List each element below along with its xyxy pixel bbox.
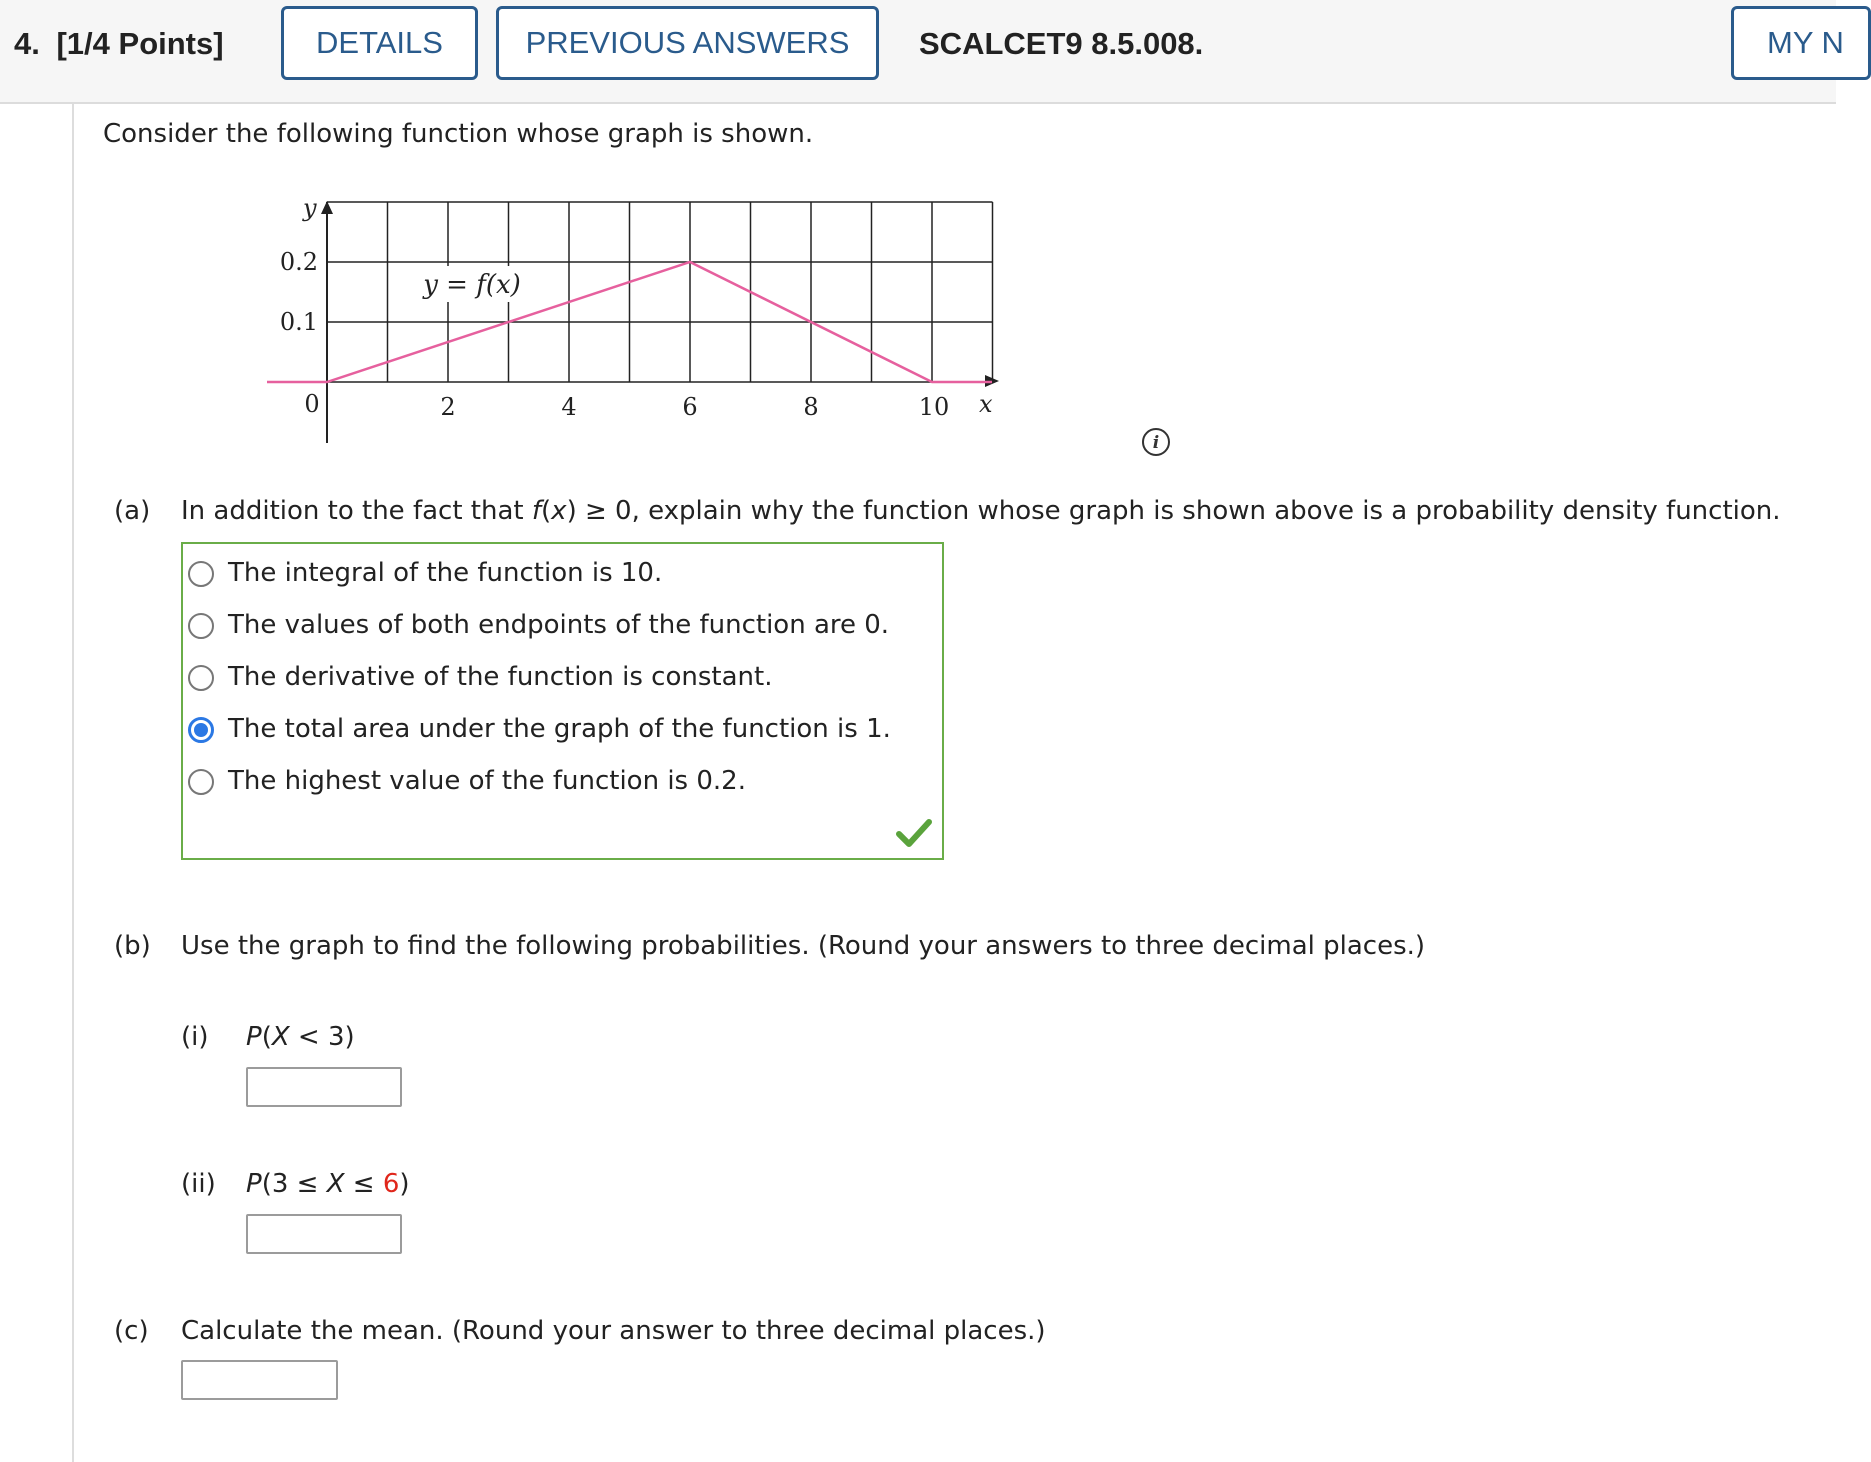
option-label-4: The total area under the graph of the function is 1. bbox=[228, 714, 891, 744]
part-c-label: (c) bbox=[114, 1316, 149, 1346]
p-3-to-6-input[interactable] bbox=[246, 1214, 402, 1254]
option-label-2: The values of both endpoints of the function are 0. bbox=[228, 610, 890, 640]
radio-option-4-selected[interactable] bbox=[188, 717, 214, 743]
previous-answers-button[interactable]: PREVIOUS ANSWERS bbox=[496, 6, 879, 80]
radio-option-2[interactable] bbox=[188, 613, 214, 639]
radio-option-3[interactable] bbox=[188, 665, 214, 691]
details-button[interactable]: DETAILS bbox=[281, 6, 478, 80]
b-ii-x: X bbox=[326, 1169, 345, 1199]
correct-check-icon bbox=[896, 818, 932, 848]
function-graph bbox=[250, 190, 1020, 460]
x-tick-label-8: 8 bbox=[803, 393, 819, 421]
y-tick-label-0-2: 0.2 bbox=[279, 248, 318, 276]
x-axis-label: x bbox=[979, 390, 993, 418]
problem-code: SCALCET9 8.5.008. bbox=[919, 26, 1204, 61]
b-i-rest: < 3) bbox=[289, 1022, 355, 1052]
b-i-p: P bbox=[246, 1022, 262, 1052]
option-label-3: The derivative of the function is constant. bbox=[228, 662, 773, 692]
part-b-i-expression bbox=[246, 1022, 355, 1052]
y-axis-label: y bbox=[303, 194, 317, 222]
part-a-label: (a) bbox=[114, 496, 151, 526]
part-b-label: (b) bbox=[114, 931, 151, 961]
b-ii-close: ) bbox=[399, 1169, 410, 1199]
points-label: [1/4 Points] bbox=[56, 26, 224, 61]
part-a-question-paren: ( bbox=[541, 496, 552, 526]
part-b-ii-expression bbox=[246, 1169, 410, 1199]
left-margin-rule bbox=[72, 104, 74, 1462]
part-c-question: Calculate the mean. (Round your answer to three decimal places.) bbox=[181, 1316, 1046, 1346]
curve-label: y = f(x) bbox=[423, 270, 521, 300]
b-i-open: ( bbox=[261, 1022, 272, 1052]
part-a-question-start: In addition to the fact that bbox=[181, 496, 532, 526]
x-tick-label-6: 6 bbox=[682, 393, 698, 421]
y-tick-label-0-1: 0.1 bbox=[279, 308, 318, 336]
part-a-question bbox=[181, 496, 1781, 526]
b-ii-le: ≤ bbox=[344, 1169, 383, 1199]
b-ii-open: (3 ≤ bbox=[261, 1169, 327, 1199]
part-b-question: Use the graph to find the following probabilities. (Round your answers to three decimal places.) bbox=[181, 931, 1426, 961]
x-tick-label-2: 2 bbox=[440, 393, 456, 421]
part-b-ii-label: (ii) bbox=[181, 1169, 216, 1199]
origin-label: 0 bbox=[304, 390, 320, 418]
radio-option-1[interactable] bbox=[188, 561, 214, 587]
question-number-text: 4. bbox=[14, 26, 40, 61]
part-a-question-f: f bbox=[531, 496, 542, 526]
part-b-i-label: (i) bbox=[181, 1022, 209, 1052]
p-x-less-3-input[interactable] bbox=[246, 1067, 402, 1107]
b-ii-upper: 6 bbox=[382, 1169, 400, 1199]
option-label-5: The highest value of the function is 0.2. bbox=[228, 766, 746, 796]
question-header bbox=[0, 0, 1844, 104]
option-label-1: The integral of the function is 10. bbox=[228, 558, 663, 588]
y-axis-arrow bbox=[321, 201, 333, 214]
part-a-answer-box bbox=[181, 542, 944, 860]
part-a-question-x: x bbox=[551, 496, 567, 526]
svg-text:i: i bbox=[1152, 433, 1160, 453]
info-icon[interactable] bbox=[1141, 427, 1171, 457]
radio-option-5[interactable] bbox=[188, 769, 214, 795]
my-notes-button[interactable]: MY N bbox=[1731, 6, 1871, 80]
x-tick-label-10: 10 bbox=[918, 393, 950, 421]
question-number bbox=[14, 26, 224, 62]
part-a-question-end: ) ≥ 0, explain why the function whose graph is shown above is a probability density function. bbox=[566, 496, 1781, 526]
x-tick-label-4: 4 bbox=[561, 393, 577, 421]
b-ii-p: P bbox=[246, 1169, 262, 1199]
mean-input[interactable] bbox=[181, 1360, 338, 1400]
b-i-x: X bbox=[271, 1022, 290, 1052]
intro-text: Consider the following function whose graph is shown. bbox=[103, 119, 814, 149]
